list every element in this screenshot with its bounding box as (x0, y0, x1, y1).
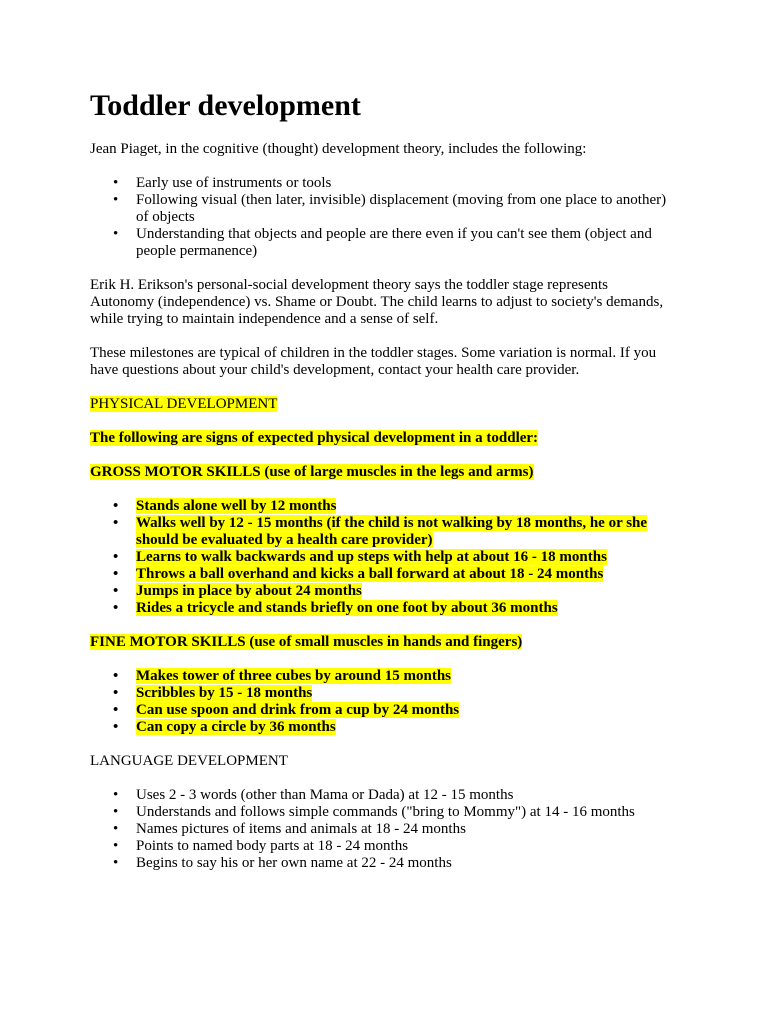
list-item-text: Rides a tricycle and stands briefly on one foot by about 36 months (136, 600, 558, 616)
list-item (90, 821, 690, 838)
highlighted-text: The following are signs of expected physical development in a toddler: (90, 430, 539, 446)
list-item-text: • Following visual (then later, invisible) displacement (moving from one place to another) (136, 192, 667, 208)
gross-motor-heading (90, 464, 690, 481)
language-list (90, 787, 690, 872)
list-item-text: people permanence) (136, 243, 258, 259)
list-item (90, 549, 690, 566)
highlighted-text: PHYSICAL DEVELOPMENT (90, 396, 278, 412)
list-item (90, 702, 690, 719)
list-item (90, 787, 690, 804)
list-item-text: Points to named body parts at 18 - 24 months (136, 838, 409, 854)
list-item-text: Makes tower of three cubes by around 15 months (136, 668, 452, 684)
list-item (90, 498, 690, 515)
paragraph-line: Erik H. Erikson's personal-social development theory says the toddler stage represents (90, 277, 608, 293)
list-item (90, 566, 690, 583)
list-item (90, 175, 690, 192)
list-item-text: should be evaluated by a health care provider) (136, 532, 433, 548)
piaget-intro: Jean Piaget, in the cognitive (thought) development theory, includes the following: (90, 141, 587, 157)
list-item (90, 600, 690, 617)
milestones-paragraph (90, 345, 690, 379)
list-item (90, 668, 690, 685)
list-item-text: Begins to say his or her own name at 22 - 24 months (136, 855, 452, 871)
list-item-text: of objects (136, 209, 195, 225)
list-item-text: Jumps in place by about 24 months (136, 583, 362, 599)
list-item-text: Walks well by 12 - 15 months (if the child is not walking by 18 months, he or she (136, 515, 648, 531)
list-item-text: Stands alone well by 12 months (136, 498, 337, 514)
highlighted-text: FINE MOTOR SKILLS (use of small muscles in hands and fingers) (90, 634, 523, 650)
list-item (90, 804, 690, 821)
list-item (90, 226, 690, 260)
list-item (90, 515, 690, 549)
list-item (90, 855, 690, 872)
list-item (90, 838, 690, 855)
document-page (90, 88, 690, 872)
list-item-text: • Understanding that objects and people are there even if you can't see them (object and (136, 226, 652, 242)
paragraph-line: Autonomy (independence) vs. Shame or Doubt. The child learns to adjust to society's demands, (90, 294, 664, 310)
list-item-text: Uses 2 - 3 words (other than Mama or Dada) at 12 - 15 months (136, 787, 514, 803)
paragraph-line: while trying to maintain independence and a sense of self. (90, 311, 439, 327)
gross-motor-list (90, 498, 690, 617)
list-item-text: Scribbles by 15 - 18 months (136, 685, 313, 701)
fine-motor-heading (90, 634, 690, 651)
paragraph-line: have questions about your child's development, contact your health care provider. (90, 362, 580, 378)
list-item (90, 685, 690, 702)
list-item-text: Throws a ball overhand and kicks a ball forward at about 18 - 24 months (136, 566, 604, 582)
list-item-text: Learns to walk backwards and up steps with help at about 16 - 18 months (136, 549, 607, 565)
physical-development-heading (90, 396, 690, 413)
list-item-text: • Early use of instruments or tools (136, 175, 332, 191)
list-item (90, 192, 690, 226)
list-item-text: Can use spoon and drink from a cup by 24 months (136, 702, 460, 718)
physical-development-intro (90, 430, 690, 447)
erikson-paragraph (90, 277, 690, 328)
piaget-list (90, 175, 690, 260)
highlighted-text: GROSS MOTOR SKILLS (use of large muscles in the legs and arms) (90, 464, 534, 480)
page-title: Toddler development (90, 89, 361, 122)
list-item (90, 583, 690, 600)
fine-motor-list (90, 668, 690, 736)
list-item-text: Understands and follows simple commands ("bring to Mommy") at 14 - 16 months (136, 804, 635, 820)
paragraph-line: These milestones are typical of children in the toddler stages. Some variation is normal. If you (90, 345, 657, 361)
language-development-heading: LANGUAGE DEVELOPMENT (90, 753, 288, 769)
list-item (90, 719, 690, 736)
list-item-text: Names pictures of items and animals at 18 - 24 months (136, 821, 466, 837)
list-item-text: Can copy a circle by 36 months (136, 719, 336, 735)
